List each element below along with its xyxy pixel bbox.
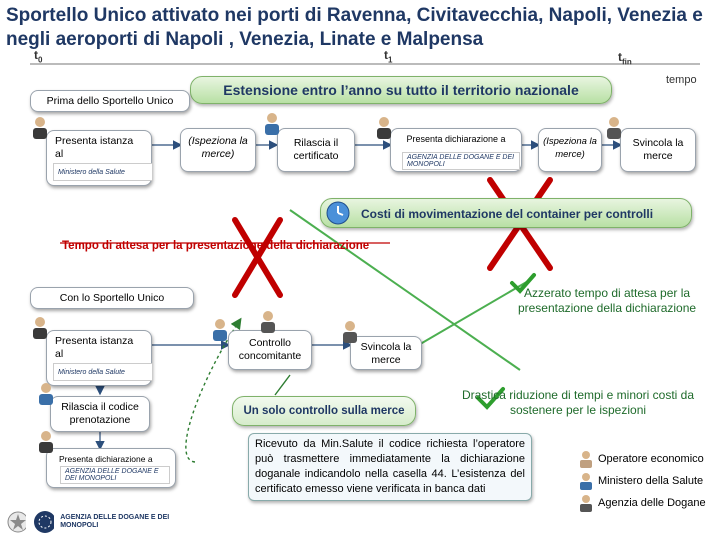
customs-person-icon xyxy=(604,116,624,140)
timeline-t0: $t_0$ xyxy=(34,48,43,65)
timeline-axis-label: tempo xyxy=(666,74,697,86)
page-title: Sportello Unico attivato nei porti di Ravenna, Civitavecchia, Napoli, Venezia e negli aeroporti di Napoli , Venezia, Linate e Malpensa xyxy=(6,5,703,50)
ministry-person-icon xyxy=(262,112,282,136)
step-label: Presenta dichiarazione a xyxy=(59,454,153,464)
ministero-logo: Ministero della Salute xyxy=(53,163,153,181)
cost-banner: Costi di movimentazione del container per controlli xyxy=(320,198,692,228)
benefit-arrow xyxy=(275,375,290,395)
operator-icon xyxy=(578,450,594,468)
agenzia-logo: AGENZIA DELLE DOGANE E DEI MONOPOLI xyxy=(60,466,170,484)
after-heading: Con lo Sportello Unico xyxy=(30,287,194,309)
benefit-costs: Drastica riduzione di tempi e minori costi da sostenere per le ispezioni xyxy=(461,388,695,417)
operator-icon xyxy=(30,116,50,140)
clock-icon xyxy=(324,200,352,226)
step-label: Presenta istanza al xyxy=(55,335,134,360)
legend-operator: Operatore economico xyxy=(578,450,704,468)
wait-time-label: Tempo di attesa per la presentazione della dichiarazione xyxy=(62,240,370,252)
before-step-istanza xyxy=(46,130,152,186)
before-step-rilascia: Rilascia il certificato xyxy=(277,128,355,172)
legend-customs: Agenzia delle Dogane xyxy=(578,494,706,512)
step-label: Presenta istanza al xyxy=(55,135,134,160)
timeline-tfin: $t_{fin}$ xyxy=(618,50,632,67)
procedure-note: Ricevuto da Min.Salute il codice richiesta l’operatore può trasmettere immediatamente la dichiarazione doganale indicandolo nella casella 44. L’esistenza del certificato emesso viene verificata in banca dati xyxy=(248,433,532,501)
emblem-icon xyxy=(6,510,26,534)
step-label: Presenta dichiarazione a xyxy=(406,134,506,144)
before-step-svincola: Svincola la merce xyxy=(620,128,696,172)
after-step-svincola: Svincola la merce xyxy=(350,336,422,370)
customs-person-icon xyxy=(340,320,360,344)
after-step-codice: Rilascia il codice prenotazione xyxy=(50,396,150,432)
agenzia-logo: AGENZIA DELLE DOGANE E DEI MONOPOLI xyxy=(402,152,520,170)
stars-icon xyxy=(32,509,54,535)
legend-ministry: Ministero della Salute xyxy=(578,472,703,490)
cross-icon xyxy=(235,220,280,295)
timeline-t1: $t_1$ xyxy=(384,48,393,65)
ministry-person-icon xyxy=(210,318,230,342)
benefit-single-control: Un solo controllo sulla merce xyxy=(232,396,416,426)
after-step-controllo: Controllo concomitante xyxy=(228,330,312,370)
operator-icon xyxy=(374,116,394,140)
ministry-person-icon xyxy=(578,472,594,490)
operator-icon xyxy=(36,430,56,454)
operator-icon xyxy=(30,316,50,340)
before-step-ispeziona: (Ispeziona la merce) xyxy=(180,128,256,172)
after-step-istanza xyxy=(46,330,152,386)
ministero-logo: Ministero della Salute xyxy=(53,363,153,381)
ministry-person-icon xyxy=(36,382,56,406)
extension-banner: Estensione entro l’anno su tutto il territorio nazionale xyxy=(190,76,612,104)
before-step-ispeziona-2: (Ispeziona la merce) xyxy=(538,128,602,172)
customs-person-icon xyxy=(578,494,594,512)
agenzia-footer-logo: AGENZIA DELLE DOGANE E DEI MONOPOLI xyxy=(6,508,186,536)
customs-person-icon xyxy=(258,310,278,334)
benefit-wait: Azzerato tempo di attesa per la presentazione della dichiarazione xyxy=(517,286,697,315)
before-heading: Prima dello Sportello Unico xyxy=(30,90,190,112)
